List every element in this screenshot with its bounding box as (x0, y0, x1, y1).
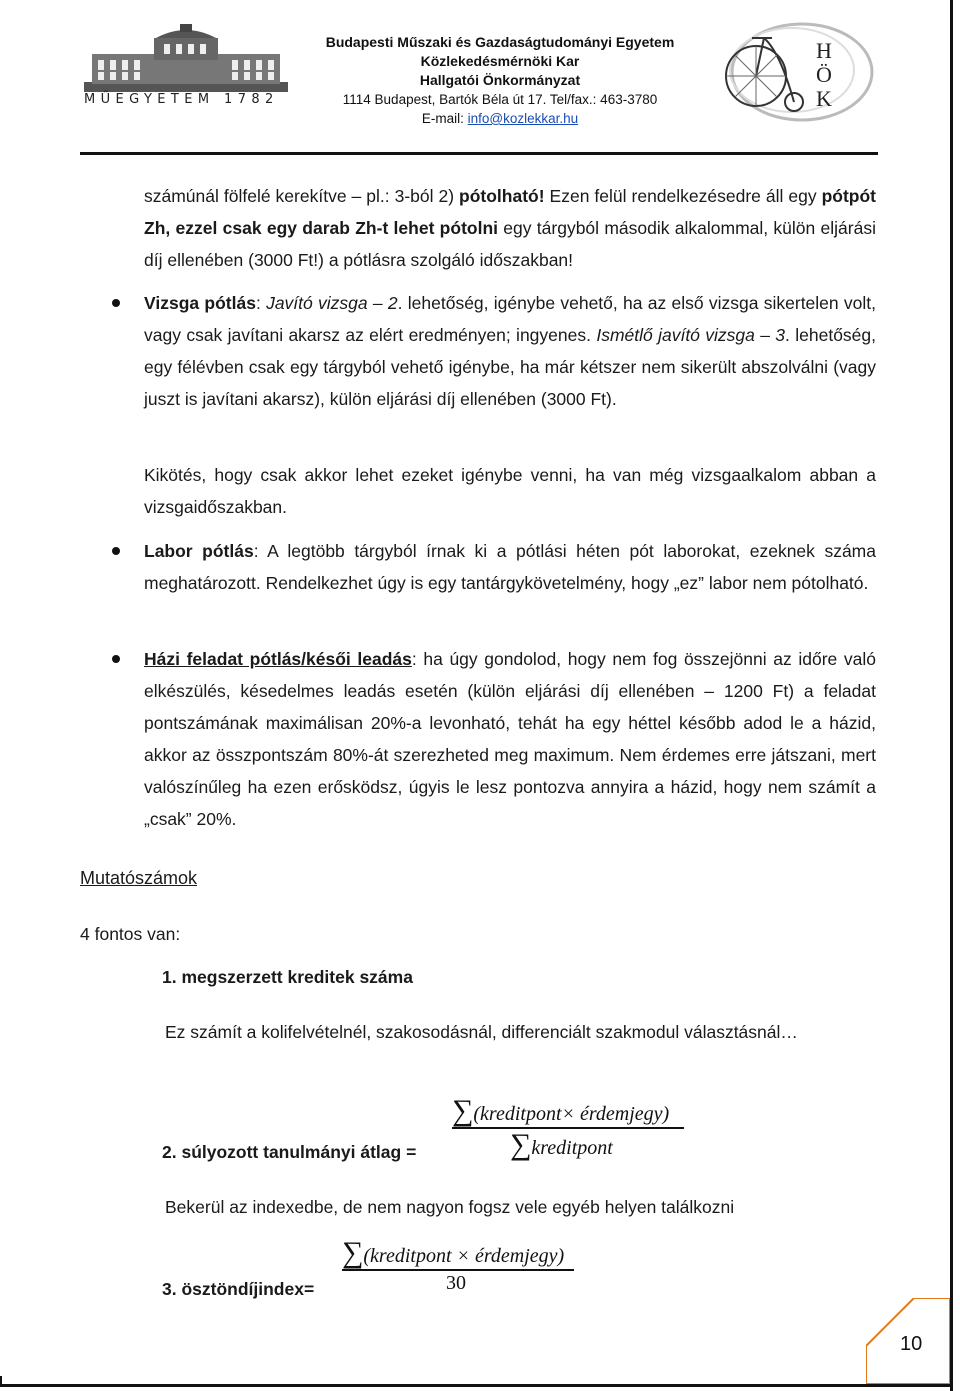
page-frame-right (950, 0, 953, 1391)
formula-2-denominator: ∑kreditpont (510, 1128, 613, 1161)
header-rule (80, 152, 878, 155)
section-title-mutatoszamok: Mutatószámok (80, 868, 198, 888)
svg-text:K: K (816, 86, 832, 111)
bullet-hazi (112, 655, 120, 663)
email-label: E-mail: (421, 111, 468, 126)
item-2-text: Bekerül az indexedbe, de nem nagyon fogsz vele egyéb helyen találkozni (165, 1197, 735, 1217)
university-name: Budapesti Műszaki és Gazdaságtudományi Egyetem (325, 34, 675, 50)
email-link[interactable]: info@kozlekkar.hu (467, 111, 579, 126)
item-3-label: 3. ösztöndíjindex= (162, 1279, 315, 1299)
page-frame-left-tick (0, 1376, 2, 1386)
logo-caption: MŰEGYETEM 1782 (84, 92, 279, 107)
svg-text:Ö: Ö (816, 62, 832, 87)
item-2-label: 2. súlyozott tanulmányi átlag = (162, 1142, 417, 1162)
page-frame-bottom (0, 1384, 953, 1387)
vizsga-condition-paragraph: Kikötés, hogy csak akkor lehet ezeket igénybe venni, ha van még vizsgaalkalom abban a vizsgaidőszakban. (144, 465, 876, 517)
formula-3-fraction-line (342, 1269, 574, 1271)
svg-text:H: H (816, 38, 832, 63)
subtitle-fontos: 4 fontos van: (80, 924, 181, 944)
email-line (300, 109, 700, 128)
item-1-label: 1. megszerzett kreditek száma (162, 967, 413, 987)
formula-3-denominator: 30 (446, 1272, 466, 1294)
labor-paragraph: Labor pótlás: A legtöbb tárgyból írnak ki a pótlási héten pót laborokat, ezeknek száma meghatározott. Rendelkezhet úgy is egy tantárgykövetelmény, hogy „ez” labor nem pótolható. (144, 541, 876, 593)
intro-paragraph: számúnál fölfelé kerekítve – pl.: 3-ból 2) pótolható! Ezen felül rendelkezésedre áll egy pótpót Zh, ezzel csak egy darab Zh-t lehet pótolni egy tárgyból második alkalommal, külön eljárási díj ellenében (3000 Ft!) a pótlásra szolgáló időszakban! (144, 186, 876, 270)
formula-3-numerator: ∑(kreditpont × érdemjegy) (342, 1236, 565, 1269)
bullet-vizsga (112, 299, 120, 307)
item-1-text: Ez számít a kolifelvételnél, szakosodásnál, differenciált szakmodul választásnál… (165, 1022, 798, 1042)
bullet-labor (112, 547, 120, 555)
page-number: 10 (900, 1333, 923, 1355)
vizsga-paragraph: Vizsga pótlás: Javító vizsga – 2. lehetőség, igénybe vehető, ha az első vizsga sikertelen volt, vagy csak javítani akarsz az elért eredményen; ingyenes. Ismétlő javító vizsga – 3. lehetőség, egy félévben csak egy tárgyból vehető igénybe, ha már kétszer nem sikerült abszolválni (vagy juszt is javítani akarsz), külön eljárási díj ellenében (3000 Ft). (144, 293, 877, 409)
address-line: 1114 Budapest, Bartók Béla út 17. Tel/fax.: 463-3780 (342, 92, 658, 107)
header-address-block (300, 33, 700, 128)
faculty-name: Közlekedésmérnöki Kar (420, 53, 580, 69)
hok-bicycle-logo (694, 20, 876, 128)
formula-2-numerator: ∑(kreditpont× érdemjegy) (452, 1094, 670, 1127)
hazi-paragraph: Házi feladat pótlás/késői leadás: ha úgy gondolod, hogy nem fog összejönni az időre való elkészülés, késedelmes leadás esetén (külön eljárási díj ellenében – 1200 Ft) a feladat pontszámának maximálisan 20%-a levonható, tehát ha egy héttel később adod le a házid, akkor az összpontszám 80%-át szerezheted meg maximum. Nem érdemes erre játszani, mert valószínűleg ha ezen erősködsz, úgyis le lesz pontozva annyira a házid, hogy nem számít a „csak” 20%. (144, 649, 876, 829)
council-name: Hallgatói Önkormányzat (419, 72, 581, 88)
